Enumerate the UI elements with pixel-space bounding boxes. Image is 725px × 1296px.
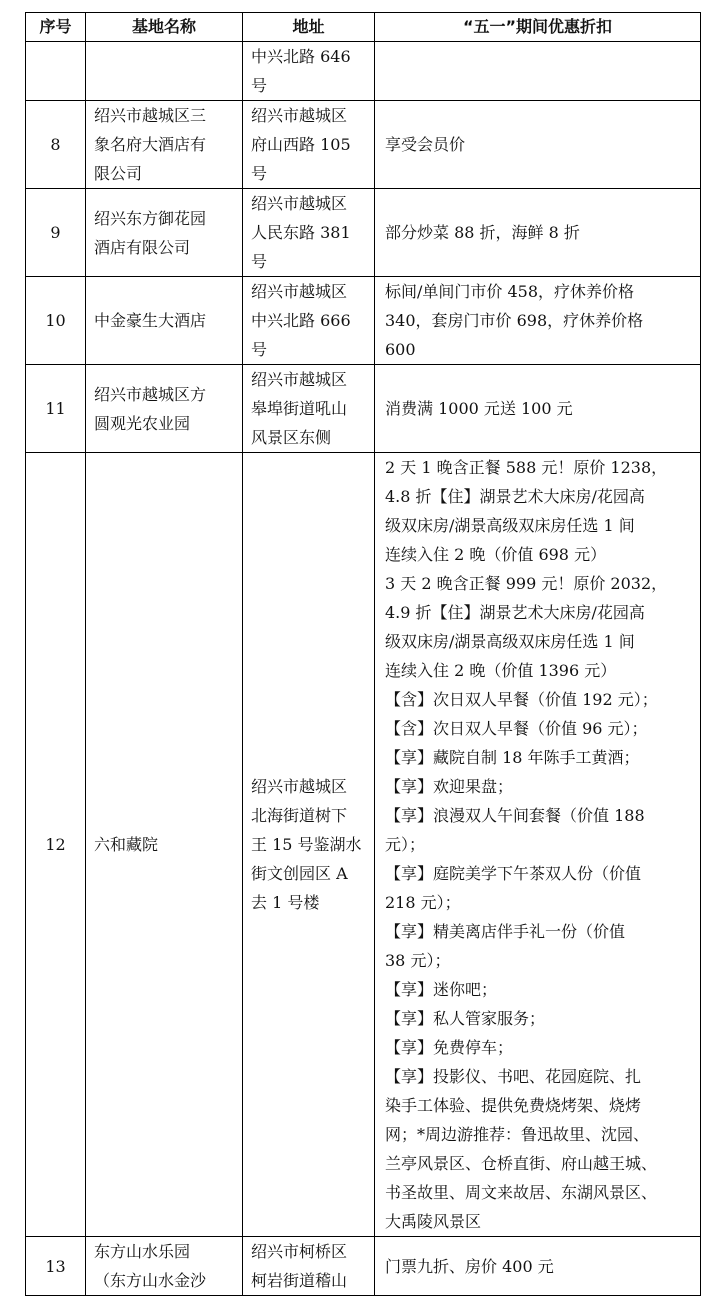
discount-line: 【享】精美离店伴手礼一份（价值 [385, 922, 626, 941]
discount-line: 3 天 2 晚含正餐 999 元！原价 2032， [385, 574, 668, 593]
discount-line: 部分炒菜 88 折，海鲜 8 折 [385, 223, 580, 242]
discount-line: 【享】免费停车； [385, 1038, 514, 1057]
address-line: 去 1 号楼 [251, 893, 320, 912]
discount-line: 【享】私人管家服务； [385, 1009, 546, 1028]
discount-line: 【含】次日双人早餐（价值 96 元）； [385, 719, 648, 738]
base-name-cell [86, 101, 243, 189]
discount-line: 【享】欢迎果盘； [385, 777, 514, 796]
base-name-line: 圆观光农业园 [94, 413, 191, 433]
discount-cell [375, 365, 701, 453]
address-line: 绍兴市柯桥区 [251, 1242, 348, 1261]
base-name-line: 绍兴东方御花园 [94, 208, 207, 228]
document-page [25, 12, 700, 1296]
discount-line: 【享】投影仪、书吧、花园庭院、扎 [385, 1067, 642, 1086]
discount-line: 兰亭风景区、仓桥直街、府山越王城、 [385, 1154, 658, 1173]
discount-line: 218 元）； [385, 893, 461, 912]
discount-line: 【享】迷你吧； [385, 980, 498, 999]
address-cell [243, 101, 375, 189]
address-line: 北海街道树下 [251, 806, 348, 825]
discount-line: 【享】藏院自制 18 年陈手工黄酒； [385, 748, 640, 767]
address-line: 府山西路 105 [251, 135, 351, 154]
address-line: 号 [251, 76, 268, 95]
address-cell [243, 42, 375, 101]
discount-line: 消费满 1000 元送 100 元 [385, 399, 573, 418]
address-line: 人民东路 381 [251, 223, 351, 242]
address-cell [243, 1237, 375, 1296]
address-line: 号 [251, 164, 268, 183]
base-name-line: 绍兴市越城区三 [94, 106, 207, 125]
table-row [26, 453, 701, 1237]
base-name-cell [86, 42, 243, 101]
base-name-cell [86, 1237, 243, 1296]
discount-cell [375, 42, 701, 101]
address-cell [243, 453, 375, 1237]
serial-number-cell: 10 [26, 277, 86, 365]
base-name-line: 酒店有限公司 [94, 237, 191, 257]
discount-line: 大禹陵风景区 [385, 1212, 482, 1231]
discount-line: 连续入住 2 晚（价值 1396 元） [385, 661, 617, 680]
discount-line: 38 元）； [385, 951, 451, 970]
address-line: 中兴北路 646 [251, 47, 351, 66]
address-line: 中兴北路 666 [251, 311, 351, 330]
discount-table [25, 12, 701, 1296]
base-name-cell [86, 453, 243, 1237]
table-row [26, 1237, 701, 1296]
address-cell [243, 277, 375, 365]
serial-number-cell: 12 [26, 453, 86, 1237]
header-serial-number: 序号 [26, 13, 86, 42]
base-name-line: 象名府大酒店有 [94, 135, 207, 154]
table-row [26, 277, 701, 365]
discount-line: 书圣故里、周文来故居、东湖风景区、 [385, 1183, 658, 1202]
address-line: 皋埠街道吼山 [251, 399, 348, 418]
base-name-line: （东方山水金沙 [94, 1271, 207, 1290]
address-cell [243, 189, 375, 277]
address-line: 王 15 号鉴湖水 [251, 835, 362, 854]
table-row [26, 189, 701, 277]
base-name-line: 东方山水乐园 [94, 1242, 191, 1261]
address-line: 绍兴市越城区 [251, 370, 348, 389]
address-cell [243, 365, 375, 453]
address-line: 柯岩街道稽山 [251, 1271, 348, 1290]
discount-cell [375, 101, 701, 189]
address-line: 街文创园区 A [251, 864, 348, 883]
address-line: 绍兴市越城区 [251, 106, 348, 125]
discount-line: 4.8 折【住】湖景艺术大床房/花园高 [385, 487, 645, 506]
discount-line: 元）； [385, 835, 426, 854]
discount-line: 2 天 1 晚含正餐 588 元！原价 1238， [385, 458, 668, 477]
discount-line: 340，套房门市价 698，疗休养价格 [385, 311, 644, 330]
header-discount: “五一”期间优惠折扣 [375, 13, 701, 42]
address-line: 绍兴市越城区 [251, 282, 348, 301]
discount-line: 染手工体验、提供免费烧烤架、烧烤 [385, 1096, 642, 1115]
discount-cell [375, 453, 701, 1237]
base-name-cell [86, 365, 243, 453]
base-name-line: 限公司 [94, 164, 143, 183]
discount-line: 级双床房/湖景高级双床房任选 1 间 [385, 632, 635, 651]
discount-cell [375, 277, 701, 365]
table-row [26, 365, 701, 453]
address-line: 号 [251, 252, 268, 271]
address-line: 绍兴市越城区 [251, 194, 348, 213]
base-name-cell [86, 189, 243, 277]
discount-line: 600 [385, 340, 416, 359]
address-line: 绍兴市越城区 [251, 777, 348, 796]
discount-line: 【享】庭院美学下午茶双人份（价值 [385, 864, 642, 883]
discount-line: 4.9 折【住】湖景艺术大床房/花园高 [385, 603, 645, 622]
discount-line: 连续入住 2 晚（价值 698 元） [385, 545, 607, 564]
discount-cell [375, 189, 701, 277]
discount-line: 级双床房/湖景高级双床房任选 1 间 [385, 516, 635, 535]
discount-line: 享受会员价 [385, 135, 466, 154]
serial-number-cell: 8 [26, 101, 86, 189]
table-row [26, 42, 701, 101]
discount-line: 门票九折、房价 400 元 [385, 1256, 554, 1276]
base-name-line: 六和藏院 [94, 835, 159, 854]
discount-line: 标间/单间门市价 458，疗休养价格 [385, 282, 635, 301]
header-base-name: 基地名称 [86, 13, 243, 42]
serial-number-cell: 9 [26, 189, 86, 277]
header-address: 地址 [243, 13, 375, 42]
serial-number-cell: 11 [26, 365, 86, 453]
table-row [26, 101, 701, 189]
base-name-cell [86, 277, 243, 365]
discount-line: 网；*周边游推荐：鲁迅故里、沈园、 [385, 1125, 650, 1144]
discount-line: 【含】次日双人早餐（价值 192 元）； [385, 690, 658, 709]
table-header-row [26, 13, 701, 42]
base-name-line: 绍兴市越城区方 [94, 384, 207, 404]
discount-line: 【享】浪漫双人午间套餐（价值 188 [385, 806, 645, 825]
serial-number-cell [26, 42, 86, 101]
serial-number-cell: 13 [26, 1237, 86, 1296]
address-line: 风景区东侧 [251, 428, 332, 447]
discount-cell [375, 1237, 701, 1296]
address-line: 号 [251, 340, 268, 359]
base-name-line: 中金豪生大酒店 [94, 311, 207, 330]
